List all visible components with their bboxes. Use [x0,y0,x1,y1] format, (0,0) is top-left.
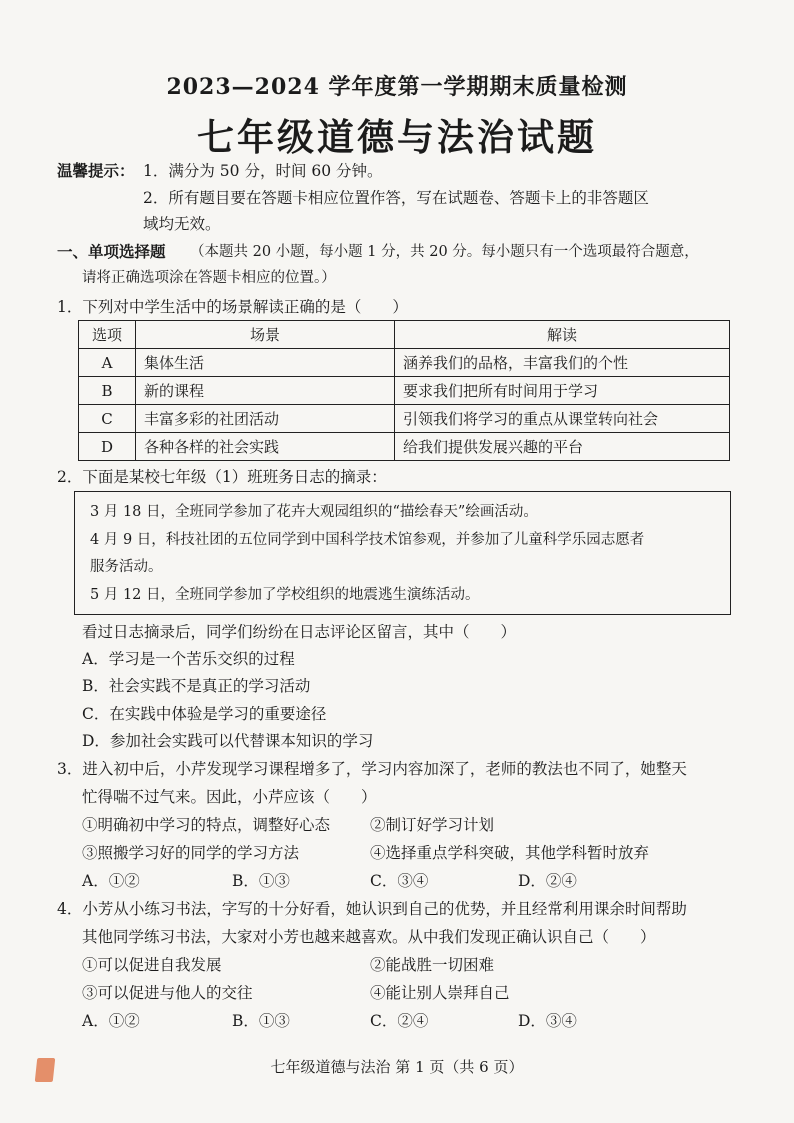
q1-stem: 1．下列对中学生活中的场景解读正确的是（ ） [57,298,408,316]
q4-option-d: D．③④ [518,1012,577,1030]
table-row [79,433,730,461]
q3-stem-line1: 3．进入初中后，小芹发现学习课程增多了，学习内容加深了，老师的教法也不同了，她整天 [57,760,687,778]
table-header: 解读 [395,321,730,349]
q3-option-b: B．①③ [232,872,290,890]
q3-option-c: C．③④ [370,872,429,890]
section-heading: 一、单项选择题 [57,242,166,261]
q1-table [78,320,730,461]
exam-header: 2023—2024 学年度第一学期期末质量检测 [166,74,628,100]
q3-statement-1: ①明确初中学习的特点，调整好心态 [82,816,331,834]
table-cell: 引领我们将学习的重点从课堂转向社会 [395,405,730,433]
q2-log-2-line2: 服务活动。 [90,559,163,575]
q4-option-c: C．②④ [370,1012,429,1030]
table-cell: 集体生活 [136,349,395,377]
table-row [79,377,730,405]
q4-statement-1: ①可以促进自我发展 [82,956,222,974]
table-header: 场景 [136,321,395,349]
q4-statement-4: ④能让别人崇拜自己 [370,984,510,1002]
q3-statement-2: ②制订好学习计划 [370,816,495,834]
section-desc-line2: 请将正确选项涂在答题卡相应的位置。） [82,270,336,286]
table-header: 选项 [79,321,136,349]
table-cell: 丰富多彩的社团活动 [136,405,395,433]
table-cell: B [79,377,136,405]
q2-option-b: B．社会实践不是真正的学习活动 [82,677,311,695]
q2-log-2-line1: 4 月 9 日，科技社团的五位同学到中国科学技术馆参观，并参加了儿童科学乐园志愿者 [90,532,645,548]
table-row [79,405,730,433]
q4-stem-line2: 其他同学练习书法，大家对小芳也越来越喜欢。从中我们发现正确认识自己（ ） [82,928,656,946]
table-cell: A [79,349,136,377]
tip-2-line2: 域均无效。 [143,215,221,233]
table-header-row [79,321,730,349]
table-cell: 给我们提供发展兴趣的平台 [395,433,730,461]
tip-1: 1．满分为 50 分，时间 60 分钟。 [143,162,383,180]
table-cell: 涵养我们的品格，丰富我们的个性 [395,349,730,377]
q2-log-1: 3 月 18 日，全班同学参加了花卉大观园组织的“描绘春天”绘画活动。 [90,504,538,520]
q2-stem: 2．下面是某校七年级（1）班班务日志的摘录： [57,468,387,486]
q3-option-a: A．①② [82,872,140,890]
section-desc-line1: （本题共 20 小题，每小题 1 分，共 20 分。每小题只有一个选项最符合题意， [190,244,699,260]
table-cell: D [79,433,136,461]
q3-statement-4: ④选择重点学科突破，其他学科暂时放弃 [370,844,650,862]
q2-prompt: 看过日志摘录后，同学们纷纷在日志评论区留言，其中（ ） [82,623,517,641]
q3-statement-3: ③照搬学习好的同学的学习方法 [82,844,300,862]
page-footer: 七年级道德与法治 第 1 页（共 6 页） [270,1058,524,1076]
q2-log-3: 5 月 12 日，全班同学参加了学校组织的地震逃生演练活动。 [90,587,480,603]
q2-option-c: C．在实践中体验是学习的重要途径 [82,705,327,723]
q4-option-b: B．①③ [232,1012,290,1030]
q3-option-d: D．②④ [518,872,577,890]
q4-statement-3: ③可以促进与他人的交往 [82,984,253,1002]
table-row [79,349,730,377]
table-cell: 要求我们把所有时间用于学习 [395,377,730,405]
q4-statement-2: ②能战胜一切困难 [370,956,495,974]
exam-title: 七年级道德与法治试题 [197,115,597,159]
tip-2-line1: 2．所有题目要在答题卡相应位置作答，写在试题卷、答题卡上的非答题区 [143,189,649,207]
q3-stem-line2: 忙得喘不过气来。因此，小芹应该（ ） [82,788,377,806]
table-cell: C [79,405,136,433]
tips-label: 温馨提示： [57,161,135,180]
q4-option-a: A．①② [82,1012,140,1030]
q4-stem-line1: 4．小芳从小练习书法，字写的十分好看，她认识到自己的优势，并且经常利用课余时间帮助 [57,900,687,918]
table-cell: 新的课程 [136,377,395,405]
q2-option-a: A．学习是一个苦乐交织的过程 [82,650,295,668]
q2-option-d: D．参加社会实践可以代替课本知识的学习 [82,732,374,750]
table-cell: 各种各样的社会实践 [136,433,395,461]
